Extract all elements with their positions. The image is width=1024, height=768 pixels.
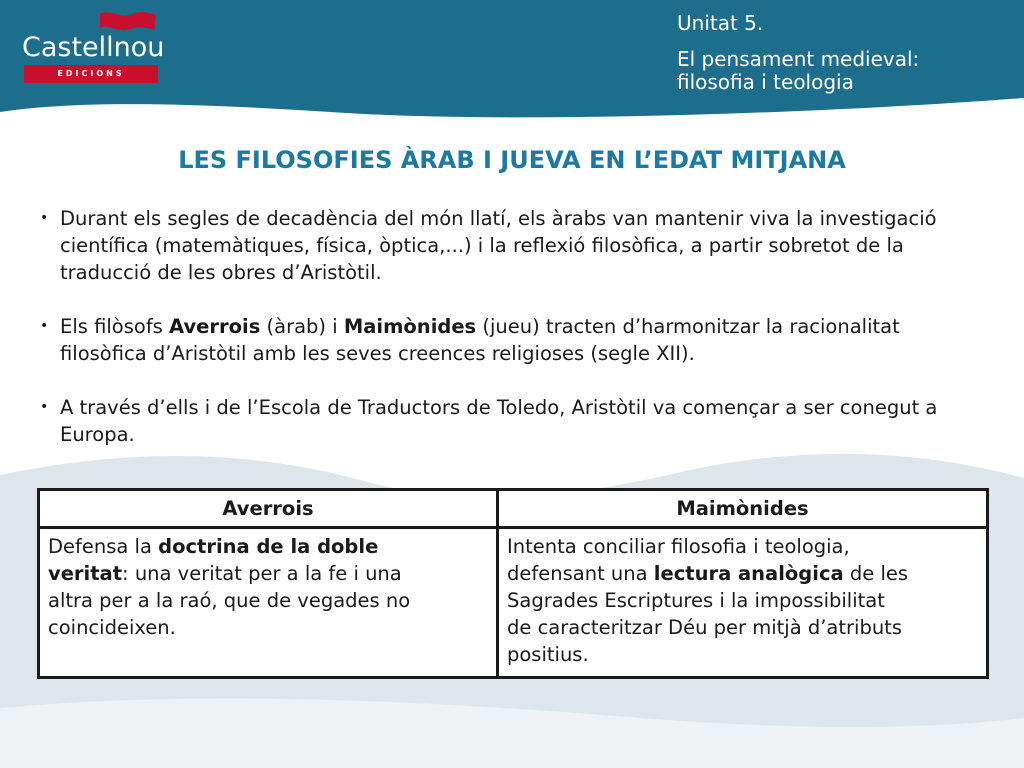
bullet-bold-text: Averrois xyxy=(169,315,261,338)
cell-line xyxy=(48,614,488,641)
cell-text: altra per a la raó, que de vegades no xyxy=(48,589,411,612)
unit-title-line-2: filosofia i teologia xyxy=(677,70,854,94)
header-averrois: Averrois xyxy=(39,490,498,528)
bullet-text: Durant els segles de decadència del món llatí, els àrabs van mantenir viva la investigació científica (matemàtiques, física, òptica,...) i la reflexió filosòfica, a partir sobretot de la traducció de les obres d’Aristòtil. xyxy=(60,207,937,284)
cell-text: de caracteritzar Déu per mitjà d’atributs xyxy=(507,616,902,639)
logo-imprint: EDICIONS xyxy=(24,65,158,83)
averrois-description xyxy=(39,528,498,678)
unit-info xyxy=(677,12,919,94)
bullet-dot-icon: • xyxy=(40,399,49,415)
cell-line xyxy=(507,533,978,560)
bullet-bold-text: Maimònides xyxy=(343,315,477,338)
cell-line xyxy=(507,587,978,614)
table-header-row xyxy=(39,490,988,528)
cell-line xyxy=(507,560,978,587)
cell-text: de les xyxy=(843,562,909,585)
cell-line xyxy=(507,614,978,641)
maimonides-description xyxy=(498,528,988,678)
flag-icon xyxy=(98,10,158,34)
bullet-dot-icon: • xyxy=(40,210,49,226)
bullet-item xyxy=(40,313,990,367)
table-row xyxy=(39,528,988,678)
cell-text: Defensa la xyxy=(48,535,159,558)
bullet-list xyxy=(40,205,990,475)
bullet-text: Els filòsofs xyxy=(60,315,170,338)
cell-line xyxy=(48,533,488,560)
castellnou-logo xyxy=(22,10,164,76)
bullet-text: (jueu) tracten d’harmonitzar la racionalitat filosòfica d’Aristòtil amb les seves creences religioses (segle XII). xyxy=(60,315,900,365)
cell-text: Intenta conciliar filosofia i teologia, xyxy=(507,535,850,558)
slide-title: LES FILOSOFIES ÀRAB I JUEVA EN L’EDAT MITJANA xyxy=(178,146,846,174)
cell-text: Sagrades Escriptures i la impossibilitat xyxy=(507,589,885,612)
bullet-item xyxy=(40,394,990,448)
cell-line xyxy=(48,587,488,614)
cell-line xyxy=(507,641,978,668)
bullet-item xyxy=(40,205,990,286)
cell-text: : una veritat per a la fe i una xyxy=(122,562,402,585)
cell-bold-text: doctrina de la doble xyxy=(158,535,379,558)
logo-name: Castellnou xyxy=(22,32,165,63)
cell-text: coincideixen. xyxy=(48,616,176,639)
cell-line xyxy=(48,560,488,587)
unit-number: Unitat 5. xyxy=(677,11,764,35)
header-maimonides: Maimònides xyxy=(498,490,988,528)
bullet-dot-icon: • xyxy=(40,318,49,334)
cell-text: defensant una xyxy=(507,562,654,585)
bullet-text: A través d’ells i de l’Escola de Traductors de Toledo, Aristòtil va començar a ser conegut a Europa. xyxy=(60,396,938,446)
cell-bold-text: veritat xyxy=(48,562,123,585)
bullet-text: (àrab) i xyxy=(260,315,344,338)
unit-title-line-1: El pensament medieval: xyxy=(677,47,920,71)
cell-bold-text: lectura analògica xyxy=(653,562,844,585)
cell-text: positius. xyxy=(507,643,589,666)
comparison-table xyxy=(37,488,989,679)
